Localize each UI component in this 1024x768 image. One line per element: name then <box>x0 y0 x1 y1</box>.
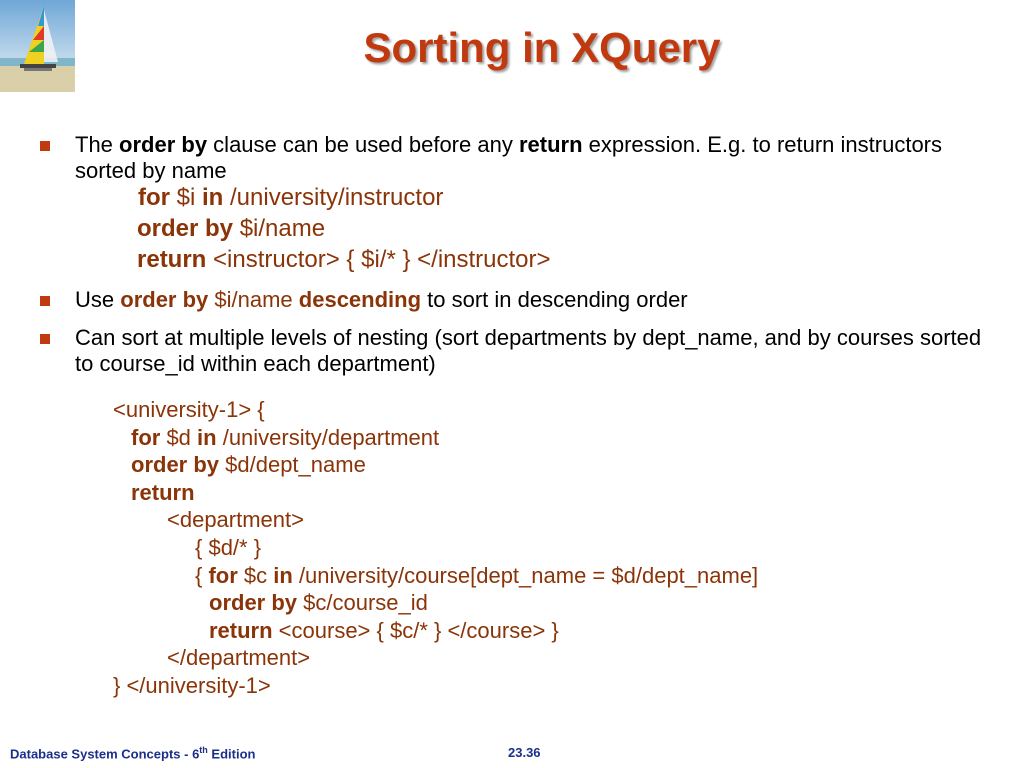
keyword: for <box>208 562 238 588</box>
code-line: </department> <box>167 645 311 671</box>
keyword: in <box>202 184 224 211</box>
code-line <box>113 424 758 452</box>
code-line <box>75 182 1000 213</box>
bullet-item-2 <box>40 287 1000 313</box>
text: clause can be used before any <box>207 132 519 157</box>
bullet-list <box>40 132 1000 389</box>
code-text: <instructor> { $i/* } </instructor> <box>206 246 551 273</box>
code-text: /university/instructor <box>223 184 444 211</box>
keyword: return <box>518 132 583 157</box>
code-text: /university/department <box>216 424 440 450</box>
keyword: return <box>137 246 207 273</box>
code-line <box>75 244 1000 275</box>
footer-text: Database System Concepts - 6 <box>10 746 200 762</box>
text: The <box>75 132 120 157</box>
keyword: return <box>131 479 195 505</box>
code-text: <course> { $c/* } </course> } <box>272 617 559 643</box>
keyword: for <box>131 424 161 450</box>
code-line <box>113 451 758 479</box>
bullet-square-icon <box>40 334 50 344</box>
code-text: $i/name <box>208 287 299 312</box>
code-line <box>113 562 758 590</box>
code-line: } </university-1> <box>113 672 271 698</box>
code-line <box>113 589 758 617</box>
code-text: $c/course_id <box>297 590 428 616</box>
text: Use <box>75 287 121 312</box>
code-text: $i/name <box>233 215 326 242</box>
footer-page-number: 23.36 <box>508 745 541 760</box>
bullet-item-1 <box>40 132 1000 275</box>
footer-superscript: th <box>199 745 208 755</box>
code-line: <university-1> { <box>113 397 265 422</box>
bullet-item-3 <box>40 325 1000 377</box>
keyword: descending <box>298 287 422 312</box>
keyword: order by <box>131 452 220 478</box>
code-line <box>113 479 758 507</box>
code-snippet-1 <box>75 182 1000 275</box>
keyword: in <box>197 424 217 450</box>
keyword: order by <box>119 132 208 157</box>
footer-text: Edition <box>207 746 256 762</box>
code-text: $d <box>160 424 198 450</box>
text: Can sort at multiple levels of nesting (sort departments by dept_name, and by courses sorted to course_id within each department) <box>75 325 982 376</box>
keyword: in <box>273 562 293 588</box>
code-line <box>75 213 1000 244</box>
keyword: order by <box>120 287 209 312</box>
code-text: { <box>195 562 209 588</box>
code-text: $c <box>237 562 274 588</box>
keyword: order by <box>137 215 234 242</box>
footer-book-title <box>10 745 255 761</box>
code-line: <department> <box>167 507 304 533</box>
code-snippet-2 <box>113 396 758 700</box>
bullet-square-icon <box>40 296 50 306</box>
keyword: for <box>138 184 170 211</box>
text: to sort in descending order <box>421 287 688 312</box>
code-text: /university/course[dept_name = $d/dept_name] <box>292 562 759 588</box>
code-line <box>113 617 758 645</box>
bullet-square-icon <box>40 141 50 151</box>
text: expression. E.g. to return instructors sorted by name <box>75 132 943 183</box>
keyword: order by <box>209 590 298 616</box>
slide-title: Sorting in XQuery <box>363 24 721 71</box>
keyword: return <box>209 617 273 643</box>
code-text: $d/dept_name <box>219 452 366 478</box>
code-line: { $d/* } <box>195 534 262 560</box>
code-text: $i <box>170 184 203 211</box>
